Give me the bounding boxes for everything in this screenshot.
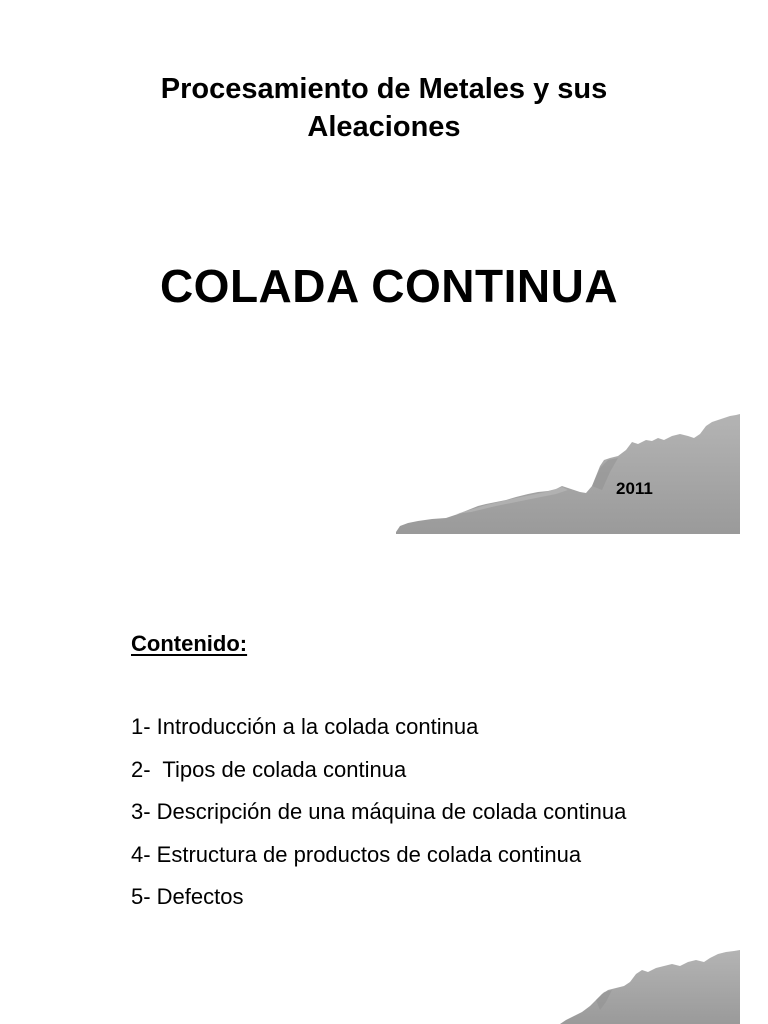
subtitle-line-2: Aleaciones bbox=[307, 111, 461, 143]
list-item: 3- Descripción de una máquina de colada continua bbox=[131, 799, 627, 824]
mountain-silhouette-top bbox=[396, 414, 740, 534]
mountain-silhouette-bottom bbox=[560, 950, 740, 1024]
list-item: 1- Introducción a la colada continua bbox=[131, 714, 479, 739]
list-item: 5- Defectos bbox=[131, 884, 244, 909]
page-title: COLADA CONTINUA bbox=[159, 260, 619, 312]
list-item: 4- Estructura de productos de colada continua bbox=[131, 841, 582, 867]
year-label: 2011 bbox=[616, 479, 653, 498]
contents-heading: Contenido: bbox=[131, 631, 248, 656]
subtitle-line-1: Procesamiento de Metales y sus bbox=[160, 73, 608, 105]
subtitle bbox=[0, 70, 768, 146]
contents-list bbox=[131, 712, 626, 925]
list-item: 2- Tipos de colada continua bbox=[131, 756, 407, 782]
